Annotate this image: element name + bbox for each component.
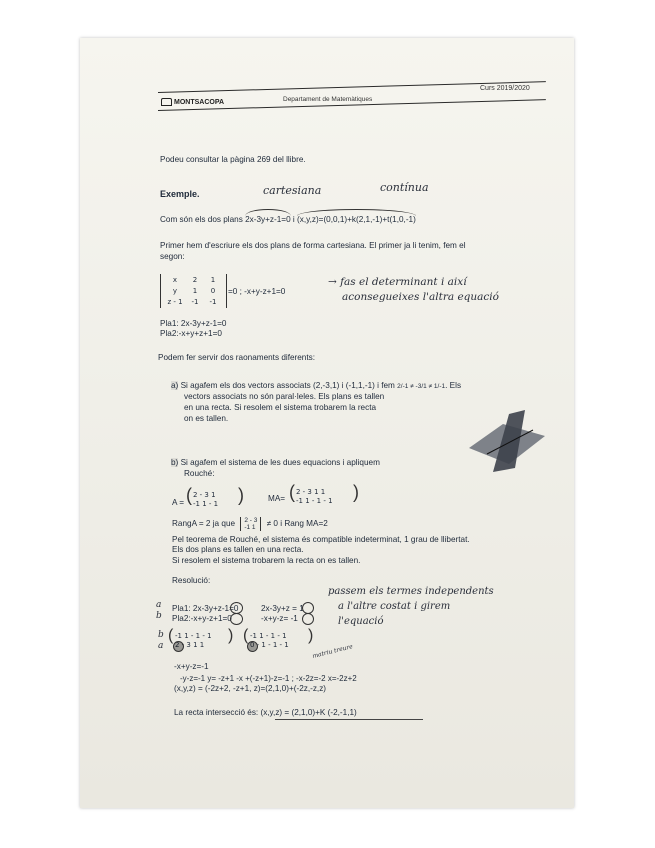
pla2-line: Pla2:-x+y+z+1=0 <box>160 329 222 338</box>
rang-line: RangA = 2 ja que 2 - 3 -1 1 ≠ 0 i Rang MA=2 <box>172 517 328 531</box>
circle-mark-4 <box>302 613 314 625</box>
det-bar-right <box>226 274 227 308</box>
question-line: Com són els dos plans 2x-3y+z-1=0 i (x,y,z)=(0,0,1)+k(2,1,-1)+t(1,0,-1) <box>160 215 416 224</box>
intro-text: Podeu consultar la pàgina 269 del llibre. <box>160 155 306 164</box>
paren-right-a: ) <box>238 485 244 505</box>
intersecting-planes-illustration <box>463 410 547 480</box>
rouche-line3: Si resolem el sistema trobarem la recta on es tallen. <box>172 556 361 565</box>
option-b-line2: Rouché: <box>184 469 215 478</box>
option-a-line3: en una recta. Si resolem el sistema trobarem la recta <box>184 403 377 412</box>
handwritten-pass-3: l'equació <box>338 616 384 627</box>
rouche-line1: Pel teorema de Rouché, el sistema és compatible indeterminat, 1 grau de llibertat. <box>172 535 470 544</box>
resolucio-sys-right-2: -x+y-z= -1 <box>261 614 298 623</box>
pla1-line: Pla1: 2x-3y+z-1=0 <box>160 319 227 328</box>
header-department: Departament de Matemàtiques <box>283 96 373 103</box>
resolucio-sys-left-2: Pla2:-x+y-z+1=0 <box>172 614 232 623</box>
mountain-icon <box>161 98 172 106</box>
header-logo: MONTSACOPA <box>161 98 224 106</box>
handwritten-continua: contínua <box>380 181 429 194</box>
plane2-equation: (x,y,z)=(0,0,1)+k(2,1,-1)+t(1,0,-1) <box>297 215 416 224</box>
matrix-ma: 2 - 3 1 1 -1 1 - 1 - 1 <box>296 488 333 505</box>
label-a-hand: a <box>156 600 162 610</box>
matrix-a: 2 - 3 1 -1 1 - 1 <box>193 491 219 508</box>
option-a-line4: on es tallen. <box>184 414 229 423</box>
paren-right-m2: ) <box>308 627 314 644</box>
paren-left-ma: ( <box>289 482 295 502</box>
example-heading: Exemple. <box>160 189 200 199</box>
resolucio-eq1: -x+y-z=-1 <box>174 662 209 671</box>
handwritten-cartesiana: cartesiana <box>263 184 322 197</box>
overbrace-2 <box>297 209 416 216</box>
circle-mark-2 <box>230 613 243 625</box>
first-para-line2: segon: <box>160 252 185 261</box>
handwritten-note-right-2: aconsegueixes l'altra equació <box>342 291 499 303</box>
paren-right-m1: ) <box>228 627 234 644</box>
overbrace-1 <box>245 209 291 216</box>
paren-left-m2: ( <box>243 627 249 644</box>
paren-left-a: ( <box>186 485 192 505</box>
matrix-a-label: A = <box>172 498 185 507</box>
handwritten-pass-1: passem els termes independents <box>328 586 494 597</box>
handwritten-note-right-1: → fas el determinant i així <box>328 276 467 288</box>
paren-left-m1: ( <box>168 627 174 644</box>
minor-determinant: 2 - 3 -1 1 <box>240 517 261 531</box>
label-b-hand-2: b <box>158 630 164 640</box>
resolucio-sys-right-1: 2x-3y+z = 1 <box>261 604 304 613</box>
resolucio-sys-left-1: Pla1: 2x-3y+z-1=0 <box>172 604 239 613</box>
rouche-line2: Els dos plans es tallen en una recta. <box>172 545 304 554</box>
header-course: Curs 2019/2020 <box>480 85 530 92</box>
resolucio-final: La recta intersecció és: (x,y,z) = (2,1,0)+K (-2,-1,1) <box>174 708 357 717</box>
resolucio-eq3: (x,y,z) = (-2z+2, -z+1, z)=(2,1,0)+(-2z,-z,z) <box>174 684 327 693</box>
matrix-ma-label: MA= <box>268 494 286 503</box>
matrix-step-2: -1 1 - 1 - 1 0 - 1 - 1 - 1 <box>250 632 289 649</box>
handwritten-pass-2: a l'altre costat i girem <box>338 601 451 612</box>
option-a-line2: vectors associats no són paral·leles. Els plans es tallen <box>184 392 385 401</box>
label-b-hand: b <box>156 611 162 621</box>
option-b-line1: b) Si agafem el sistema de les dues equacions i apliquem <box>171 458 380 467</box>
matrix-step-1: -1 1 - 1 - 1 2 - 3 1 1 <box>175 632 212 649</box>
two-reasonings: Podem fer servir dos raonaments diferents: <box>158 353 315 362</box>
det-bar-left <box>160 274 161 308</box>
plane1-equation: 2x-3y+z-1=0 <box>245 215 291 224</box>
document-page <box>80 38 574 808</box>
circle-fill-2 <box>247 641 258 652</box>
det-result: =0 ; -x+y-z+1=0 <box>228 287 286 296</box>
final-underline <box>275 719 423 720</box>
circle-fill-1 <box>173 641 184 652</box>
determinant: x 2 1 y 1 0 z - 1 -1 -1 <box>167 276 217 306</box>
first-para-line1: Primer hem d'escriure els dos plans de forma cartesiana. El primer ja li tenim, fem el <box>160 241 466 250</box>
resolucio-eq2: -y-z=-1 y= -z+1 -x +(-z+1)-z=-1 ; -x-2z=-2 x=-2z+2 <box>180 674 357 683</box>
handwritten-small-note: matriu treure <box>311 643 354 660</box>
option-a-line1: a) Si agafem els dos vectors associats (2,-3,1) i (-1,1,-1) i fem 2/-1 ≠ -3/1 ≠ 1/-1. Els <box>171 381 462 390</box>
resolucio-heading: Resolució: <box>172 576 211 585</box>
label-a-hand-2: a <box>158 641 164 651</box>
paren-right-ma: ) <box>353 482 359 502</box>
